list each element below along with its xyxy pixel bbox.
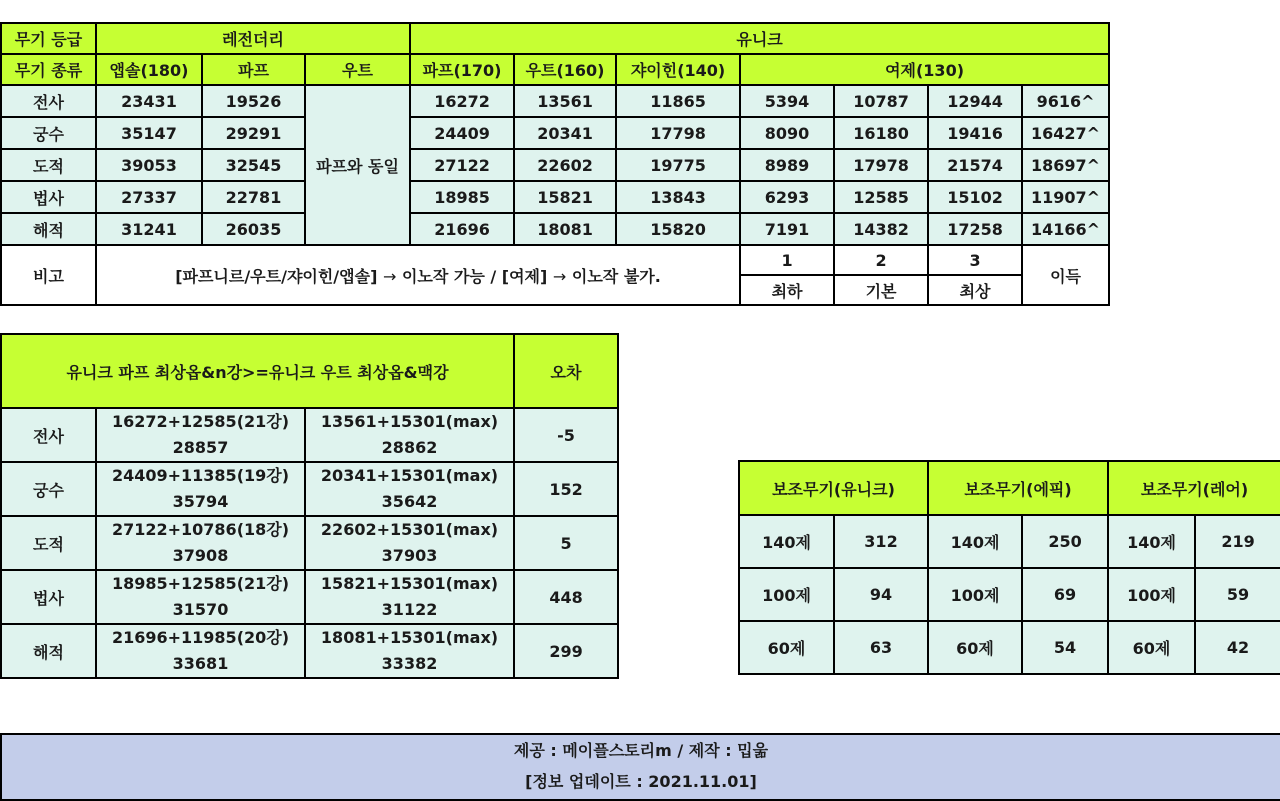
table-row [1, 462, 618, 516]
absol-value: 23431 [96, 85, 202, 117]
table-row [739, 515, 1280, 568]
job-label: 도적 [1, 149, 96, 181]
stat-value: 312 [834, 515, 928, 568]
total: 28862 [381, 438, 438, 457]
stat-value: 63 [834, 621, 928, 674]
job-label: 전사 [1, 408, 96, 462]
column-header: 쟈이힌(140) [616, 54, 740, 85]
diff-value: -5 [514, 408, 618, 462]
empress-value: 17978 [834, 149, 928, 181]
table-row [1, 149, 1109, 181]
unique-jain-value: 19775 [616, 149, 740, 181]
table-row [739, 568, 1280, 621]
empress-extra-label: 이득 [1022, 245, 1109, 305]
unique-compare-table [0, 333, 619, 679]
job-label: 해적 [1, 213, 96, 245]
level-label: 100제 [928, 568, 1022, 621]
table-row [1, 516, 618, 570]
fafnir-calc [96, 570, 305, 624]
absol-value: 35147 [96, 117, 202, 149]
subweapon-unique-header: 보조무기(유니크) [739, 461, 928, 515]
empress-level-name: 최상 [928, 275, 1022, 305]
note-part3: 이노작 불가. [571, 266, 661, 286]
formula: 18985+12585(21강) [111, 574, 290, 593]
stat-value: 219 [1195, 515, 1280, 568]
ut-legendary-note: 파프와 동일 [305, 85, 410, 245]
job-label: 법사 [1, 181, 96, 213]
empress-level-name: 최하 [740, 275, 834, 305]
column-header: 파프 [202, 54, 305, 85]
compare-header: 유니크 파프 최상옵&n강>=유니크 우트 최상옵&맥강 [1, 334, 514, 408]
column-header: 우트(160) [514, 54, 616, 85]
table-row [1, 181, 1109, 213]
arrow-icon: → [552, 266, 567, 286]
arrow-icon: → [382, 266, 397, 286]
job-label: 법사 [1, 570, 96, 624]
unique-fafnir-value: 16272 [410, 85, 514, 117]
diff-value: 448 [514, 570, 618, 624]
empress-value: 5394 [740, 85, 834, 117]
total: 31122 [381, 600, 438, 619]
unique-jain-value: 17798 [616, 117, 740, 149]
unique-ut-value: 13561 [514, 85, 616, 117]
job-label: 궁수 [1, 462, 96, 516]
total: 31570 [172, 600, 229, 619]
weapon-grade-label: 무기 등급 [1, 23, 96, 54]
fafnir-calc [96, 462, 305, 516]
job-label: 궁수 [1, 117, 96, 149]
stat-value: 42 [1195, 621, 1280, 674]
note-part1: [파프니르/우트/쟈이힌/앱솔] [175, 266, 378, 286]
formula: 22602+15301(max) [320, 520, 499, 539]
level-label: 100제 [1108, 568, 1195, 621]
stat-value: 69 [1022, 568, 1108, 621]
unique-fafnir-value: 18985 [410, 181, 514, 213]
fafnir-value: 26035 [202, 213, 305, 245]
column-header: 앱솔(180) [96, 54, 202, 85]
formula: 27122+10786(18강) [111, 520, 290, 539]
total: 35794 [172, 492, 229, 511]
table-row [1, 624, 618, 678]
table-row [1, 408, 618, 462]
table-row [1, 570, 618, 624]
absol-value: 39053 [96, 149, 202, 181]
unique-header: 유니크 [410, 23, 1109, 54]
note-part2: 이노작 가능 / [여제] [401, 266, 548, 286]
formula: 20341+15301(max) [320, 466, 499, 485]
level-label: 60제 [928, 621, 1022, 674]
column-header: 우트 [305, 54, 410, 85]
job-label: 해적 [1, 624, 96, 678]
level-label: 140제 [1108, 515, 1195, 568]
empress-value: 8090 [740, 117, 834, 149]
empress-value: 11907^ [1022, 181, 1109, 213]
unique-fafnir-value: 21696 [410, 213, 514, 245]
level-label: 140제 [739, 515, 834, 568]
empress-value: 18697^ [1022, 149, 1109, 181]
empress-value: 7191 [740, 213, 834, 245]
empress-value: 8989 [740, 149, 834, 181]
empress-value: 14166^ [1022, 213, 1109, 245]
fafnir-value: 19526 [202, 85, 305, 117]
stat-value: 54 [1022, 621, 1108, 674]
unique-fafnir-value: 24409 [410, 117, 514, 149]
formula: 18081+15301(max) [320, 628, 499, 647]
fafnir-value: 32545 [202, 149, 305, 181]
empress-value: 9616^ [1022, 85, 1109, 117]
absol-value: 27337 [96, 181, 202, 213]
subweapon-rare-header: 보조무기(레어) [1108, 461, 1280, 515]
stat-value: 250 [1022, 515, 1108, 568]
unique-ut-value: 22602 [514, 149, 616, 181]
unique-jain-value: 11865 [616, 85, 740, 117]
level-label: 60제 [739, 621, 834, 674]
column-header: 파프(170) [410, 54, 514, 85]
weapon-type-label: 무기 종류 [1, 54, 96, 85]
fafnir-value: 22781 [202, 181, 305, 213]
level-label: 100제 [739, 568, 834, 621]
ut-calc [305, 408, 514, 462]
diff-value: 5 [514, 516, 618, 570]
empress-value: 16180 [834, 117, 928, 149]
formula: 21696+11985(20강) [111, 628, 290, 647]
empress-value: 12585 [834, 181, 928, 213]
stat-value: 94 [834, 568, 928, 621]
unique-ut-value: 18081 [514, 213, 616, 245]
level-label: 140제 [928, 515, 1022, 568]
subweapon-table [738, 460, 1280, 675]
subweapon-epic-header: 보조무기(에픽) [928, 461, 1108, 515]
diff-header: 오차 [514, 334, 618, 408]
empress-value: 19416 [928, 117, 1022, 149]
unique-ut-value: 15821 [514, 181, 616, 213]
job-label: 전사 [1, 85, 96, 117]
empress-level-name: 기본 [834, 275, 928, 305]
unique-jain-value: 15820 [616, 213, 740, 245]
stat-value: 59 [1195, 568, 1280, 621]
table-row [1, 85, 1109, 117]
note-label: 비고 [1, 245, 96, 305]
table-row [1, 117, 1109, 149]
empress-value: 6293 [740, 181, 834, 213]
weapon-attack-table [0, 22, 1110, 306]
total: 33681 [172, 654, 229, 673]
fafnir-value: 29291 [202, 117, 305, 149]
formula: 13561+15301(max) [320, 412, 499, 431]
credits-line: 제공 : 메이플스토리m / 제작 : 밉욺 [513, 741, 769, 760]
empress-level-number: 3 [928, 245, 1022, 275]
empress-level-number: 2 [834, 245, 928, 275]
ut-calc [305, 516, 514, 570]
table-row [739, 621, 1280, 674]
update-date-line: [정보 업데이트 : 2021.11.01] [525, 772, 757, 791]
job-label: 도적 [1, 516, 96, 570]
ut-calc [305, 570, 514, 624]
fafnir-calc [96, 624, 305, 678]
empress-value: 16427^ [1022, 117, 1109, 149]
unique-fafnir-value: 27122 [410, 149, 514, 181]
note-text [96, 245, 740, 305]
credits-footer [0, 733, 1280, 801]
formula: 24409+11385(19강) [111, 466, 290, 485]
unique-ut-value: 20341 [514, 117, 616, 149]
table-row [1, 213, 1109, 245]
total: 28857 [172, 438, 229, 457]
fafnir-calc [96, 516, 305, 570]
empress-value: 10787 [834, 85, 928, 117]
diff-value: 152 [514, 462, 618, 516]
legendary-header: 레전더리 [96, 23, 410, 54]
diff-value: 299 [514, 624, 618, 678]
total: 33382 [381, 654, 438, 673]
level-label: 60제 [1108, 621, 1195, 674]
empress-value: 14382 [834, 213, 928, 245]
empress-value: 15102 [928, 181, 1022, 213]
unique-jain-value: 13843 [616, 181, 740, 213]
absol-value: 31241 [96, 213, 202, 245]
empress-level-number: 1 [740, 245, 834, 275]
empress-value: 12944 [928, 85, 1022, 117]
fafnir-calc [96, 408, 305, 462]
ut-calc [305, 624, 514, 678]
formula: 16272+12585(21강) [111, 412, 290, 431]
total: 37903 [381, 546, 438, 565]
empress-value: 21574 [928, 149, 1022, 181]
empress-value: 17258 [928, 213, 1022, 245]
total: 35642 [381, 492, 438, 511]
formula: 15821+15301(max) [320, 574, 499, 593]
ut-calc [305, 462, 514, 516]
total: 37908 [172, 546, 229, 565]
column-header: 여제(130) [740, 54, 1109, 85]
